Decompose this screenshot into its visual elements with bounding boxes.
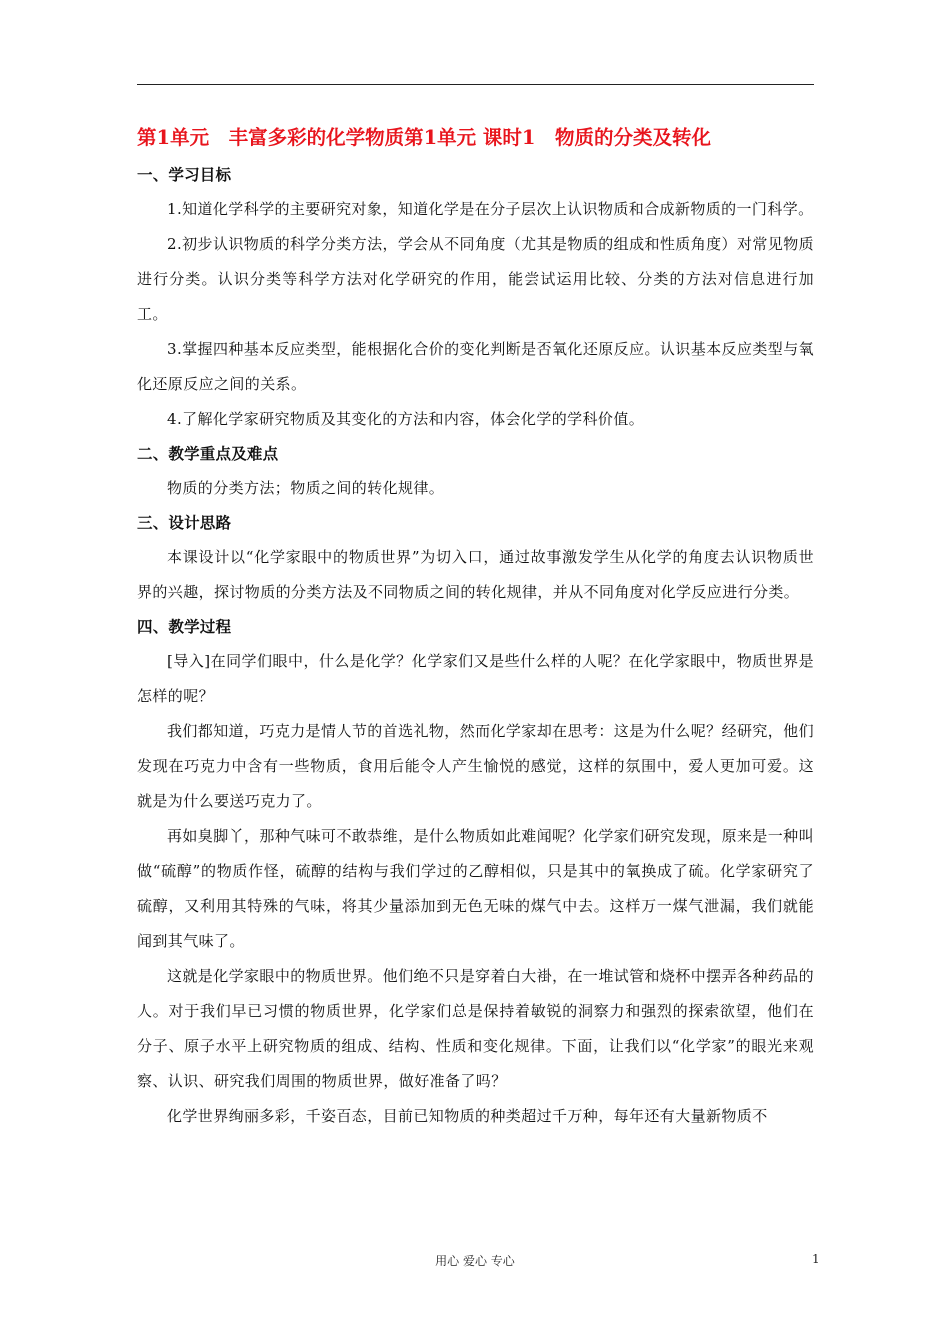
section-heading-design: 三、设计思路 xyxy=(137,513,232,532)
design-text: 本课设计以“化学家眼中的物质世界”为切入口，通过故事激发学生从化学的角度去认识物质世界的兴趣，探讨物质的分类方法及不同物质之间的转化规律，并从不同角度对化学反应进行分类。 xyxy=(137,548,814,601)
key-points-text: 物质的分类方法；物质之间的转化规律。 xyxy=(167,479,445,497)
goal-item-1: 1.知道化学科学的主要研究对象，知道化学是在分子层次上认识物质和合成新物质的一门科学。 xyxy=(167,200,814,218)
section-heading-key-points: 二、教学重点及难点 xyxy=(137,444,279,463)
process-paragraph-1: 我们都知道，巧克力是情人节的首选礼物，然而化学家却在思考：这是为什么呢？经研究，他们发现在巧克力中含有一些物质，食用后能令人产生愉悦的感觉，这样的氛围中，爱人更加可爱。这就是为什么要送巧克力了。 xyxy=(137,722,814,810)
section-heading-goals: 一、学习目标 xyxy=(137,165,232,184)
page-number: 1 xyxy=(812,1252,820,1266)
process-paragraph-2: 再如臭脚丫，那种气味可不敢恭维，是什么物质如此难闻呢？化学家们研究发现，原来是一种叫做“硫醇”的物质作怪，硫醇的结构与我们学过的乙醇相似，只是其中的氧换成了硫。化学家研究了硫醇，又利用其特殊的气味，将其少量添加到无色无味的煤气中去。这样万一煤气泄漏，我们就能闻到其气味了。 xyxy=(137,827,814,950)
process-paragraph-3: 这就是化学家眼中的物质世界。他们绝不只是穿着白大褂，在一堆试管和烧杯中摆弄各种药品的人。对于我们早已习惯的物质世界，化学家们总是保持着敏锐的洞察力和强烈的探索欲望，他们在分子、原子水平上研究物质的组成、结构、性质和变化规律。下面，让我们以“化学家”的眼光来观察、认识、研究我们周围的物质世界，做好准备了吗？ xyxy=(137,967,814,1090)
goal-item-2: 2.初步认识物质的科学分类方法，学会从不同角度（尤其是物质的组成和性质角度）对常见物质进行分类。认识分类等科学方法对化学研究的作用，能尝试运用比较、分类的方法对信息进行加工。 xyxy=(137,235,814,323)
document-body xyxy=(137,118,814,1134)
intro-tag: [导入] xyxy=(167,652,211,670)
process-paragraph-4: 化学世界绚丽多彩，千姿百态，目前已知物质的种类超过千万种，每年还有大量新物质不 xyxy=(167,1107,768,1125)
intro-text: 在同学们眼中，什么是化学？化学家们又是些什么样的人呢？在化学家眼中，物质世界是怎样的呢？ xyxy=(137,652,814,705)
footer-motto: 用心 爱心 专心 xyxy=(435,1254,515,1268)
process-intro xyxy=(137,644,814,714)
goal-item-3: 3.掌握四种基本反应类型，能根据化合价的变化判断是否氧化还原反应。认识基本反应类型与氧化还原反应之间的关系。 xyxy=(137,340,814,393)
header-rule xyxy=(137,84,814,85)
section-heading-process: 四、教学过程 xyxy=(137,617,232,636)
goal-item-4: 4.了解化学家研究物质及其变化的方法和内容，体会化学的学科价值。 xyxy=(167,410,645,428)
document-title: 第1单元 丰富多彩的化学物质第1单元 课时1 物质的分类及转化 xyxy=(137,126,711,149)
